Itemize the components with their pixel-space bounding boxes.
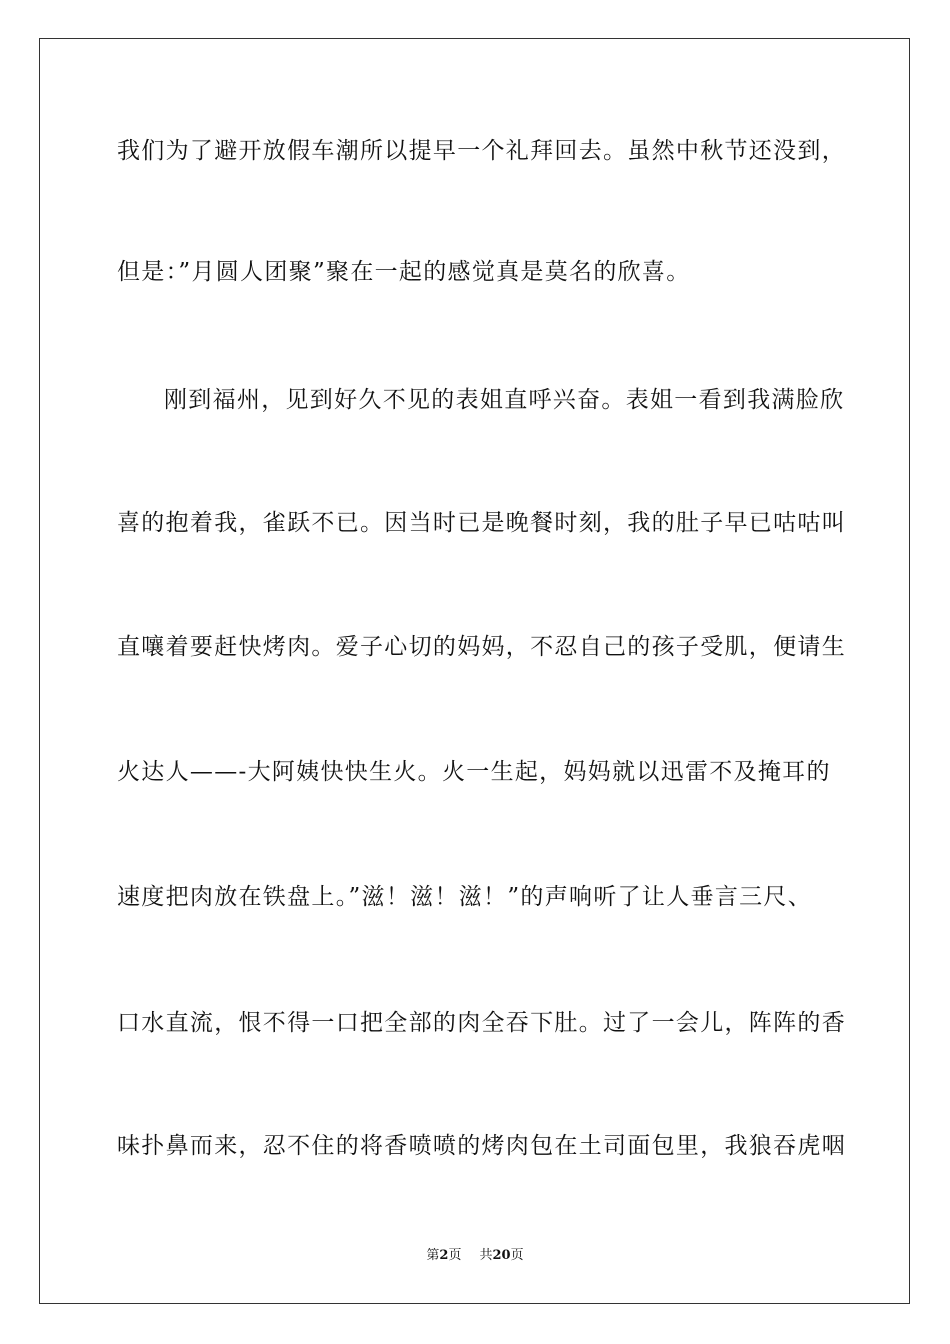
text-line-3: 刚到福州，见到好久不见的表姐直呼兴奋。表姐一看到我满脸欣 [164, 387, 845, 413]
footer-page-number: 2 [439, 1248, 449, 1263]
text-line-4: 喜的抱着我，雀跃不已。因当时已是晚餐时刻，我的肚子早已咕咕叫 [117, 510, 846, 536]
text-line-9: 味扑鼻而来，忍不住的将香喷喷的烤肉包在土司面包里，我狼吞虎咽 [117, 1133, 846, 1159]
page-footer [0, 1247, 950, 1265]
footer-total-suffix: 页 [510, 1248, 524, 1263]
text-line-5: 直嚷着要赶快烤肉。爱子心切的妈妈，不忍自己的孩子受肌，便请生 [117, 634, 846, 660]
text-line-7: 速度把肉放在铁盘上。”滋！滋！滋！”的声响听了让人垂言三尺、 [117, 884, 813, 910]
text-line-6: 火达人——-大阿姨快快生火。火一生起，妈妈就以迅雷不及掩耳的 [117, 759, 831, 785]
text-line-2: 但是：”月圆人团聚”聚在一起的感觉真是莫名的欣喜。 [117, 259, 691, 285]
footer-total-prefix: 共 [479, 1248, 493, 1263]
footer-page-prefix: 第 [426, 1248, 440, 1263]
text-line-8: 口水直流，恨不得一口把全部的肉全吞下肚。过了一会儿，阵阵的香 [117, 1010, 846, 1036]
footer-total-pages: 20 [492, 1248, 511, 1263]
footer-page-suffix: 页 [448, 1248, 462, 1263]
page-border [39, 38, 910, 1304]
text-line-1: 我们为了避开放假车潮所以提早一个礼拜回去。虽然中秋节还没到， [117, 138, 846, 164]
